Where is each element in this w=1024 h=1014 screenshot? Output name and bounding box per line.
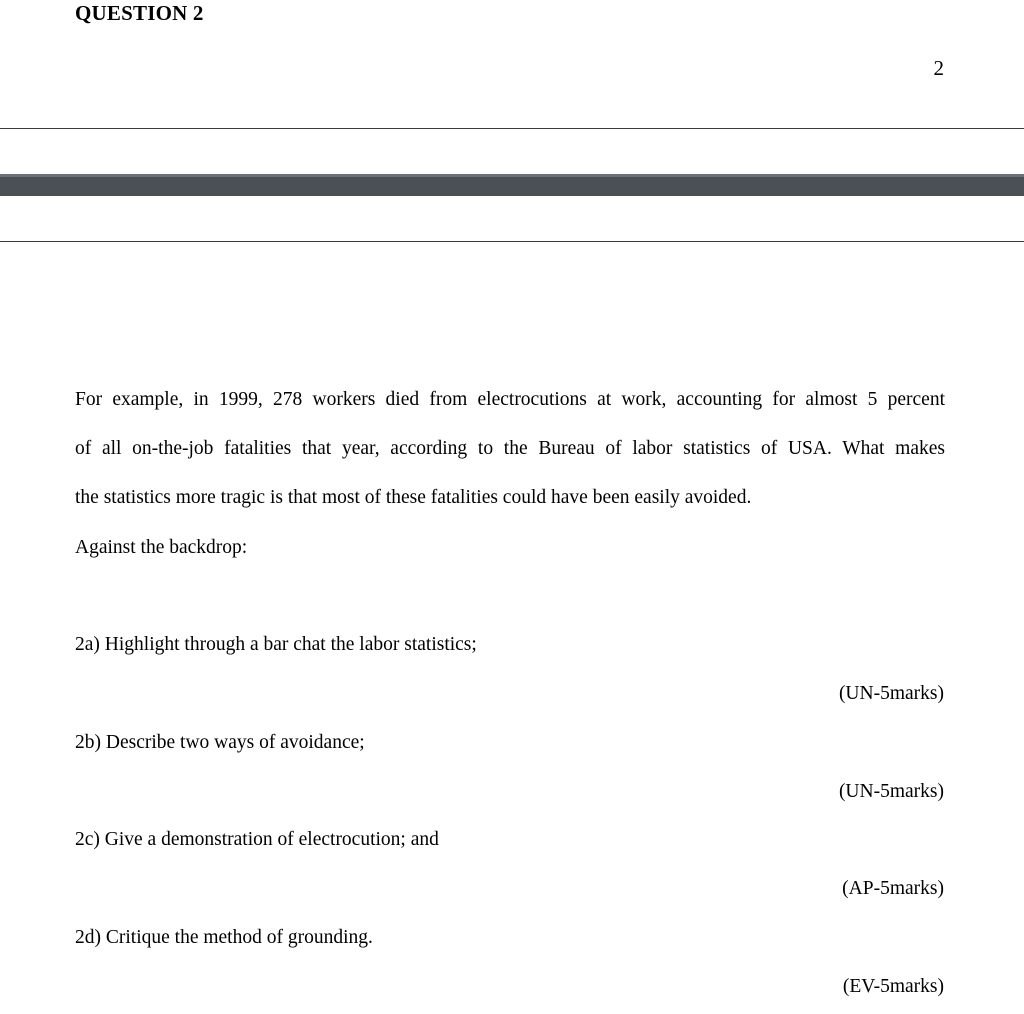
marks-2a: (UN-5marks) <box>838 683 944 704</box>
question-item-2c: 2c) Give a demonstration of electrocution; and <box>75 829 439 850</box>
page-number: 2 <box>933 56 944 80</box>
question-item-2d: 2d) Critique the method of grounding. <box>75 927 373 948</box>
header-band-highlight <box>0 174 1024 177</box>
question-item-2a: 2a) Highlight through a bar chat the labor statistics; <box>75 634 477 655</box>
header-divider-top <box>0 128 1024 129</box>
intro-line-3: the statistics more tragic is that most of these fatalities could have been easily avoided. <box>75 487 752 508</box>
header-divider-bottom <box>0 241 1024 242</box>
marks-2c: (AP-5marks) <box>842 878 944 899</box>
intro-line-2: of all on-the-job fatalities that year, according to the Bureau of labor statistics of USA. What makes <box>75 438 945 459</box>
question-item-2b: 2b) Describe two ways of avoidance; <box>75 732 365 753</box>
header-band <box>0 174 1024 196</box>
marks-2d: (EV-5marks) <box>842 976 944 997</box>
backdrop-text: Against the backdrop: <box>75 537 248 558</box>
question-heading: QUESTION 2 <box>75 1 204 25</box>
marks-2b: (UN-5marks) <box>838 781 944 802</box>
intro-line-1: For example, in 1999, 278 workers died from electrocutions at work, accounting for almost 5 percent <box>75 389 945 410</box>
